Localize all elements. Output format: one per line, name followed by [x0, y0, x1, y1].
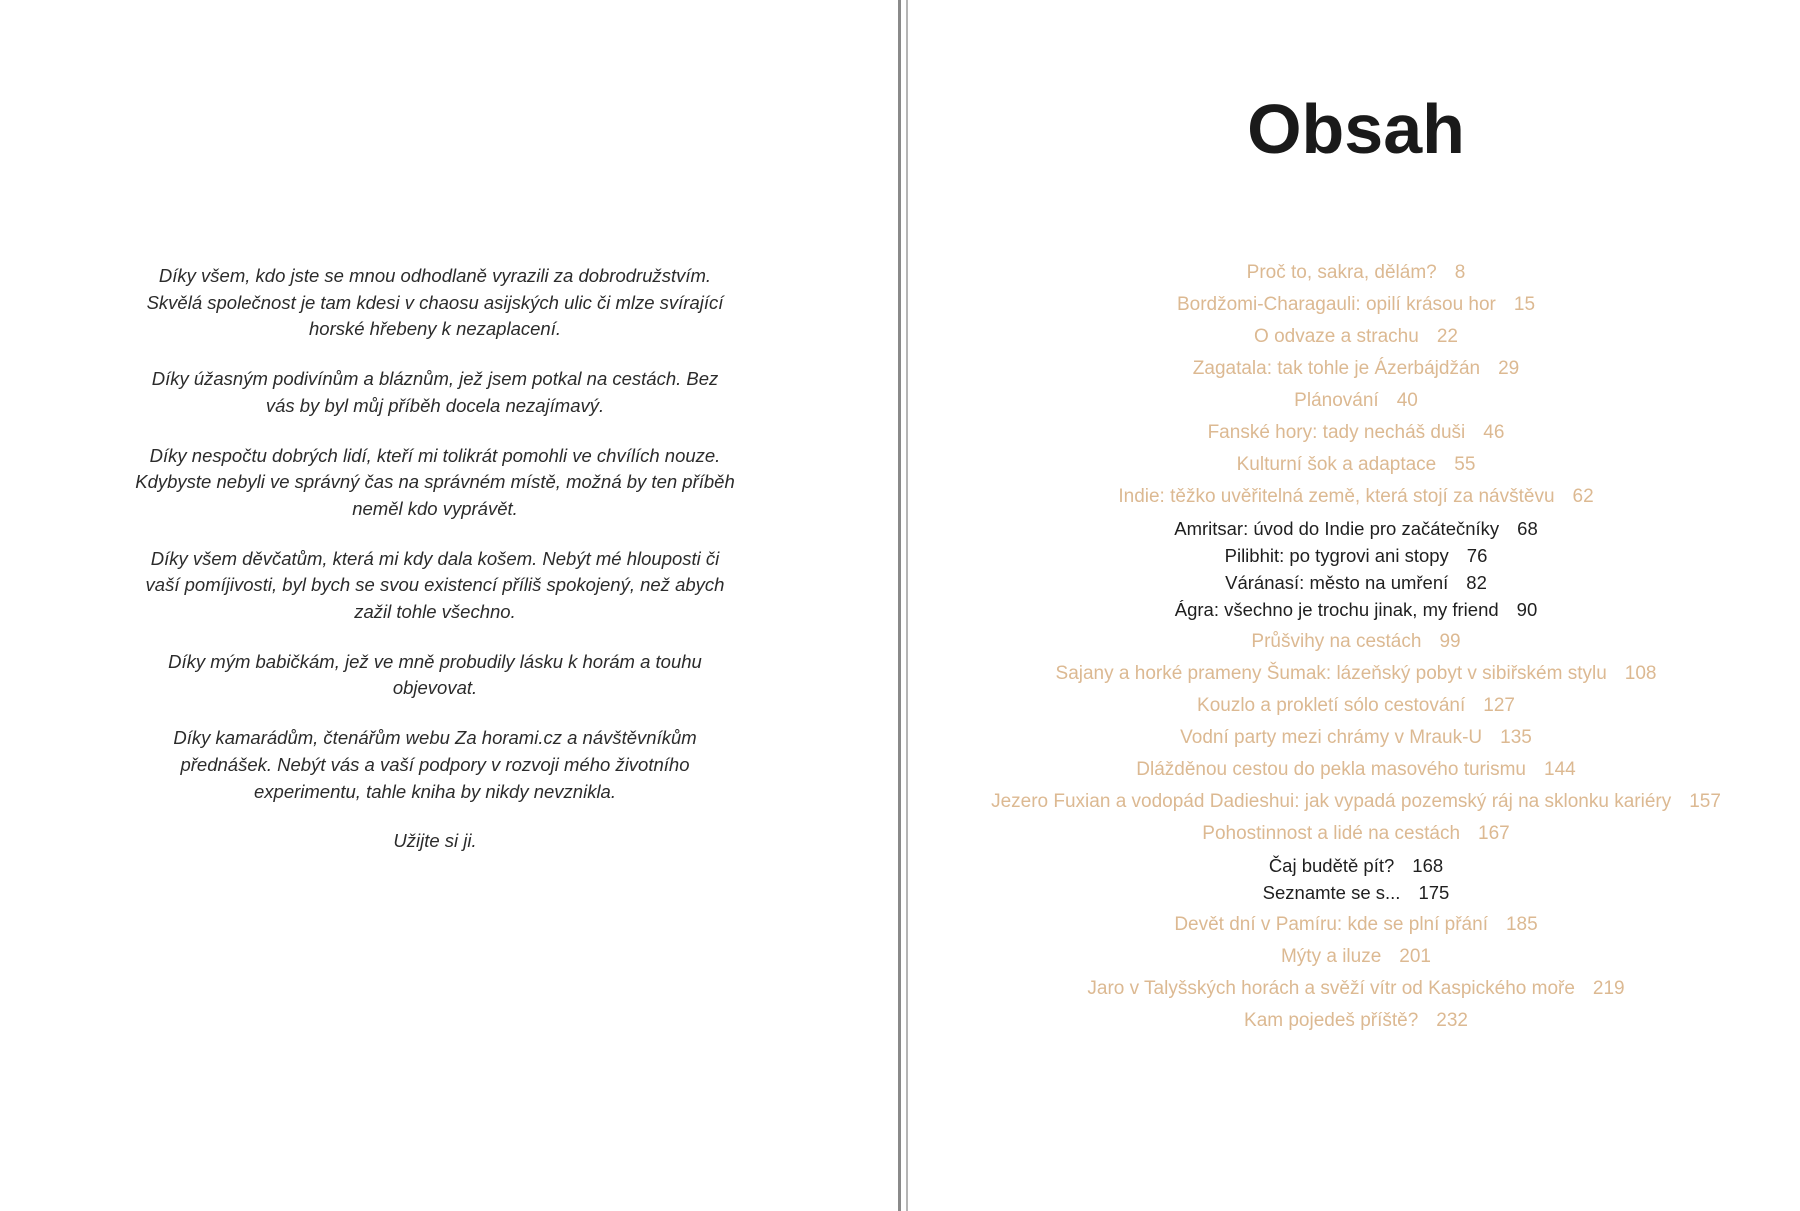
toc-entry-title: Plánování: [1294, 390, 1379, 411]
toc-page-number: 135: [1500, 727, 1532, 748]
page-title: Obsah: [1247, 90, 1465, 168]
dedication-paragraph: Díky všem, kdo jste se mnou odhodlaně vyrazili za dobrodružstvím. Skvělá společnost je tam kdesi v chaosu asijských ulic či mlze svírající horské hřebeny k nezaplacení.: [146, 265, 724, 340]
toc-page-number: 99: [1439, 631, 1461, 652]
toc-entry-title: Jaro v Talyšských horách a svěží vítr od Kaspického moře: [1087, 978, 1575, 999]
toc-page-number: 90: [1516, 599, 1538, 620]
toc-page-number: 201: [1399, 946, 1431, 967]
toc-entry-title: Vodní party mezi chrámy v Mrauk-U: [1180, 727, 1483, 748]
page-edge-line: [898, 0, 901, 1211]
dedication-paragraph: Díky kamarádům, čtenářům webu Za horami.cz a návštěvníkům přednášek. Nebýt vás a vaší podpory v rozvoji mého životního experimentu, tahle kniha by nikdy nevznikla.: [173, 727, 697, 802]
toc-entry-title: Seznamte se s...: [1262, 882, 1401, 903]
toc-entry-title: Sajany a horké prameny Šumak: lázeňský pobyt v sibiřském stylu: [1055, 663, 1607, 684]
toc-page-number: 167: [1478, 823, 1510, 844]
toc-chapter-entry: [912, 660, 1800, 687]
toc-section-entry: [912, 852, 1800, 879]
dedication: [135, 263, 735, 878]
toc-chapter-entry: [912, 483, 1800, 510]
toc-entry-title: Jezero Fuxian a vodopád Dadieshui: jak vypadá pozemský ráj na sklonku kariéry: [991, 791, 1672, 812]
toc-page-number: 82: [1466, 572, 1487, 593]
toc-chapter-entry: [912, 323, 1800, 350]
toc-page-number: 55: [1454, 454, 1476, 475]
toc-page-number: 62: [1572, 486, 1594, 507]
toc-chapter-entry: [912, 724, 1800, 751]
toc-page-number: 8: [1454, 262, 1466, 283]
toc-entry-title: Amritsar: úvod do Indie pro začátečníky: [1174, 518, 1500, 539]
toc-entry-title: O odvaze a strachu: [1254, 326, 1419, 347]
toc-section-entry: [912, 542, 1800, 569]
toc-page-number: 40: [1396, 390, 1418, 411]
toc-chapter-entry: [912, 788, 1800, 815]
toc-entry-title: Mýty a iluze: [1280, 946, 1382, 967]
toc-chapter-entry: [912, 1007, 1800, 1034]
toc-chapter-entry: [912, 911, 1800, 938]
toc-page-number: 157: [1689, 791, 1721, 812]
toc-page-number: 185: [1505, 914, 1538, 935]
toc-page-number: 108: [1624, 663, 1657, 684]
toc-chapter-entry: [912, 355, 1800, 382]
toc-page-number: 232: [1436, 1010, 1468, 1031]
left-page: [0, 0, 896, 1211]
toc-section-entry: [912, 879, 1800, 906]
toc-chapter-entry: [912, 975, 1800, 1002]
toc-chapter-entry: [912, 419, 1800, 446]
page-edge-line: [906, 0, 908, 1211]
dedication-closing: Užijte si ji.: [393, 830, 477, 852]
toc-entry-title: Proč to, sakra, dělám?: [1246, 262, 1437, 283]
toc-page-number: 76: [1466, 545, 1488, 566]
toc-entry-title: Čaj budětě pít?: [1268, 855, 1395, 876]
dedication-paragraph: Díky mým babičkám, jež ve mně probudily lásku k horám a touhu objevovat.: [168, 650, 702, 699]
toc-entry-title: Ágra: všechno je trochu jinak, my friend: [1174, 599, 1499, 620]
toc-page-number: 29: [1498, 358, 1520, 379]
toc-entry-title: Kam pojedeš příště?: [1244, 1010, 1419, 1031]
toc-chapter-entry: [912, 820, 1800, 847]
toc-page-number: 144: [1544, 759, 1576, 780]
toc-entry-title: Zagatala: tak tohle je Ázerbájdžán: [1192, 358, 1481, 379]
toc-page-number: 15: [1513, 294, 1536, 315]
toc-entry-title: Indie: těžko uvěřitelná země, která stojí za návštěvu: [1118, 486, 1555, 507]
toc-chapter-entry: [912, 259, 1800, 286]
right-page: [912, 0, 1800, 1211]
toc-entry-title: Pohostinnost a lidé na cestách: [1202, 823, 1461, 844]
toc-chapter-entry: [912, 692, 1800, 719]
toc-entry-title: Bordžomi-Charagauli: opilí krásou hor: [1176, 294, 1496, 315]
toc-chapter-entry: [912, 943, 1800, 970]
toc-entry-title: Kulturní šok a adaptace: [1236, 454, 1437, 475]
toc-chapter-entry: [912, 451, 1800, 478]
toc-entry-title: Devět dní v Pamíru: kde se plní přání: [1174, 914, 1488, 935]
toc-section-entry: [912, 515, 1800, 542]
toc-section-entry: [912, 569, 1800, 596]
toc-chapter-entry: [912, 756, 1800, 783]
toc-entry-title: Průšvihy na cestách: [1251, 631, 1422, 652]
toc-chapter-entry: [912, 628, 1800, 655]
toc-section-entry: [912, 596, 1800, 623]
dedication-paragraph: Díky všem děvčatům, která mi kdy dala košem. Nebýt mé hlouposti či vaší pomíjivosti, byl bych se svou existencí příliš spokojený, než abych zažil tohle všechno.: [145, 547, 725, 623]
table-of-contents: [912, 259, 1800, 1039]
toc-entry-title: Pilibhit: po tygrovi ani stopy: [1224, 545, 1449, 566]
dedication-paragraph: Díky úžasným podivínům a bláznům, jež jsem potkal na cestách. Bez vás by byl můj příběh docela nezajímavý.: [151, 368, 719, 416]
toc-entry-title: Dlážděnou cestou do pekla masového turismu: [1136, 759, 1527, 780]
toc-page-number: 127: [1483, 695, 1515, 716]
book-gutter: [896, 0, 912, 1211]
toc-page-number: 68: [1517, 518, 1538, 539]
toc-page-number: 168: [1412, 855, 1444, 876]
toc-entry-title: Fanské hory: tady necháš duši: [1207, 422, 1466, 443]
dedication-paragraph: Díky nespočtu dobrých lidí, kteří mi tolikrát pomohli ve chvílích nouze. Kdybyste nebyli ve správný čas na správném místě, možná by ten příběh neměl kdo vyprávět.: [135, 444, 735, 519]
toc-entry-title: Váránasí: město na umření: [1225, 572, 1449, 593]
toc-entry-title: Kouzlo a prokletí sólo cestování: [1197, 695, 1466, 716]
toc-page-number: 219: [1592, 978, 1625, 999]
toc-page-number: 46: [1483, 422, 1505, 443]
toc-page-number: 175: [1418, 882, 1450, 903]
toc-chapter-entry: [912, 291, 1800, 318]
toc-page-number: 22: [1436, 326, 1458, 347]
toc-chapter-entry: [912, 387, 1800, 414]
